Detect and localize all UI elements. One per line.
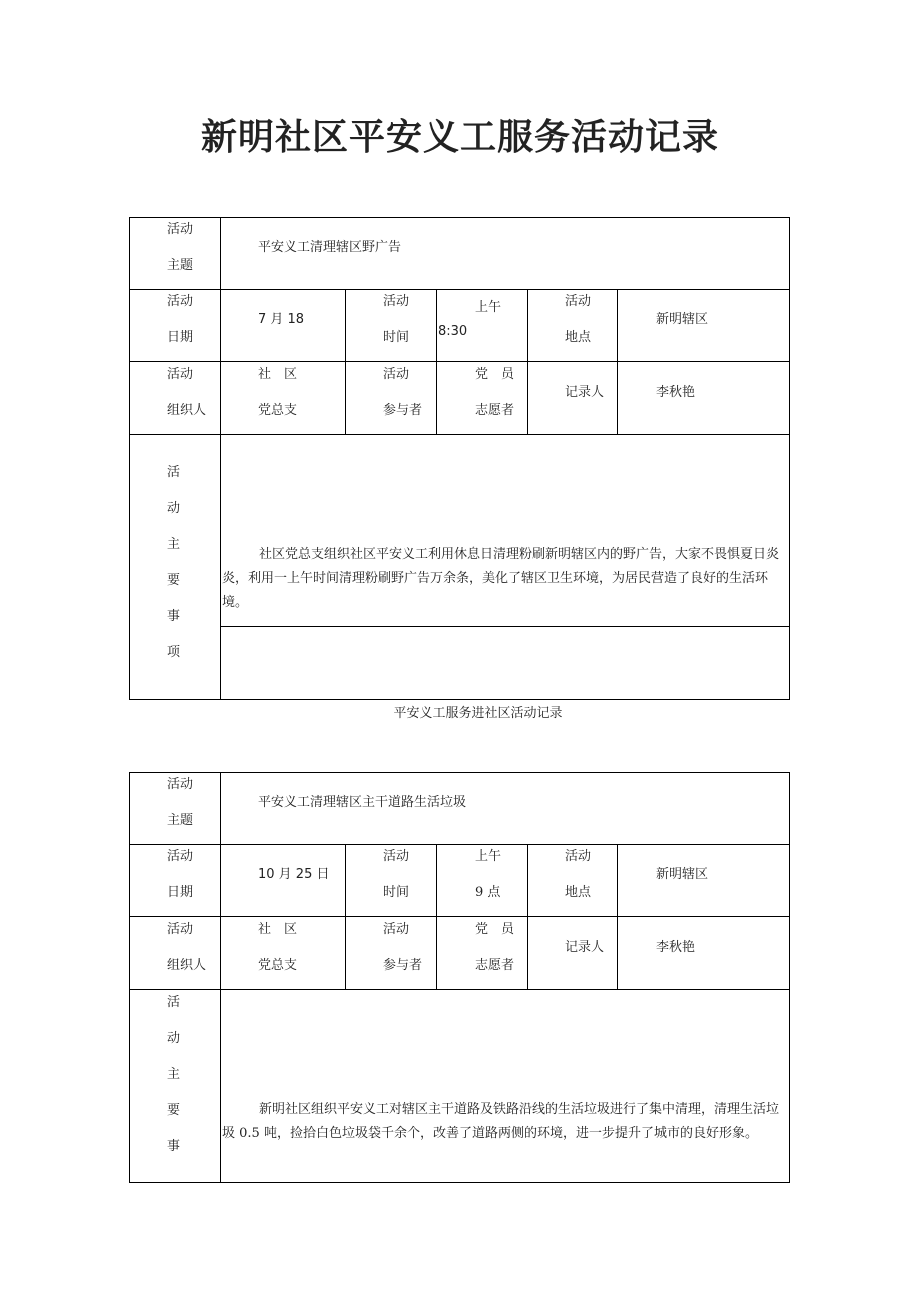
table-2-col-divider [617, 844, 618, 990]
theme-value: 平安义工清理辖区主干道路生活垃圾 [258, 795, 467, 810]
time-value: 上午 9 点 [475, 849, 502, 900]
table-1-row-divider [129, 361, 790, 362]
table-2-col-divider [345, 844, 346, 990]
organizer-label: 活动 组织人 [167, 367, 207, 418]
table-1-col-divider [617, 289, 618, 435]
theme-label: 活动 主题 [167, 777, 194, 828]
table-2-col-divider [220, 772, 221, 1183]
matters-label: 活 动 主 要 事 [167, 995, 181, 1154]
participants-value: 党 员 志愿者 [475, 922, 515, 973]
matters-value: 社区党总支组织社区平安义工利用休息日清理粉刷新明辖区内的野广告，大家不畏惧夏日炎炎，利用一上午时间清理粉刷野广告万余条，美化了辖区卫生环境，为居民营造了良好的生活环境。 [222, 547, 780, 610]
matters-label: 活 动 主 要 事 项 [167, 465, 181, 660]
table-2-col-divider [527, 844, 528, 990]
table-1-col-divider [527, 289, 528, 435]
participants-value: 党 员 志愿者 [475, 367, 515, 418]
date-label: 活动 日期 [167, 849, 194, 900]
recorder-label: 记录人 [565, 940, 605, 955]
recorder-label: 记录人 [565, 385, 605, 400]
recorder-value: 李秋艳 [656, 385, 696, 400]
organizer-label: 活动 组织人 [167, 922, 207, 973]
place-value: 新明辖区 [656, 867, 709, 882]
table-1-col-divider [345, 289, 346, 435]
page-title: 新明社区平安义工服务活动记录 [200, 116, 719, 158]
time-value-period: 上午 [475, 300, 502, 315]
time-value-clock: 8:30 [438, 324, 468, 339]
recorder-value: 李秋艳 [656, 940, 696, 955]
theme-label: 活动 主题 [167, 222, 194, 273]
place-label: 活动 地点 [565, 849, 592, 900]
date-label: 活动 日期 [167, 294, 194, 345]
table-1-row-divider [129, 434, 790, 435]
participants-label: 活动 参与者 [383, 367, 423, 418]
time-label: 活动 时间 [383, 849, 410, 900]
table-1-col-divider [436, 289, 437, 435]
date-value: 10 月 25 日 [258, 867, 330, 882]
table-2-row-divider [129, 989, 790, 990]
time-label: 活动 时间 [383, 294, 410, 345]
table-2-row-divider [129, 844, 790, 845]
table-1-row-divider [220, 626, 790, 627]
table-1-col-divider [220, 217, 221, 700]
date-value: 7 月 18 [258, 312, 305, 327]
table-2-row-divider [129, 916, 790, 917]
organizer-value: 社 区 党总支 [258, 922, 298, 973]
organizer-value: 社 区 党总支 [258, 367, 298, 418]
theme-value: 平安义工清理辖区野广告 [258, 240, 402, 255]
participants-label: 活动 参与者 [383, 922, 423, 973]
place-label: 活动 地点 [565, 294, 592, 345]
table-caption: 平安义工服务进社区活动记录 [393, 706, 563, 721]
table-1-row-divider [129, 289, 790, 290]
matters-value: 新明社区组织平安义工对辖区主干道路及铁路沿线的生活垃圾进行了集中清理，清理生活垃圾 0.5 吨，捡拾白色垃圾袋千余个，改善了道路两侧的环境，进一步提升了城市的良好形象。 [222, 1102, 780, 1141]
table-2-col-divider [436, 844, 437, 990]
place-value: 新明辖区 [656, 312, 709, 327]
